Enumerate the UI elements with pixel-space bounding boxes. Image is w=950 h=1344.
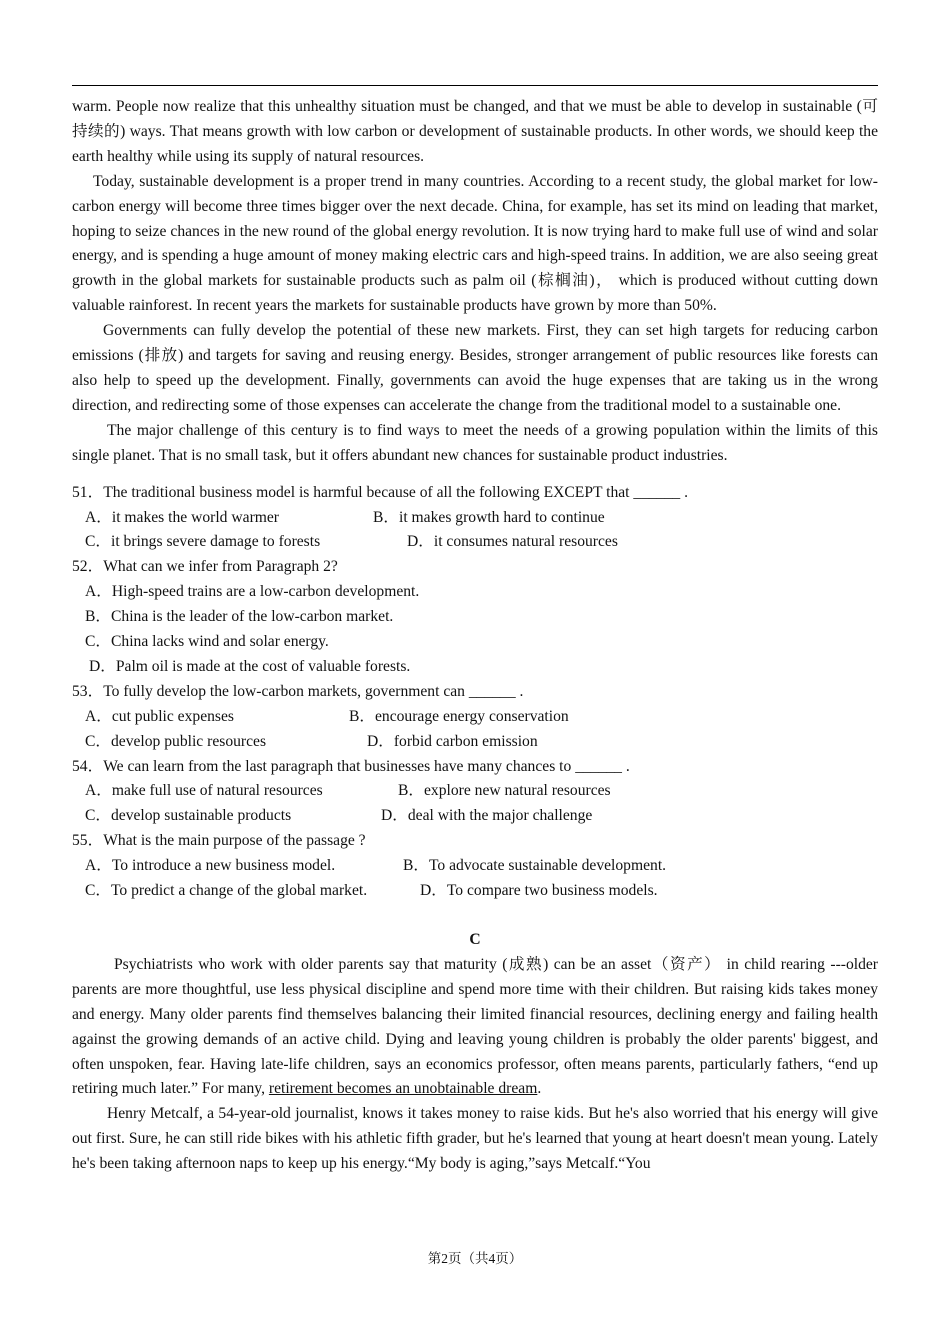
page-body	[72, 95, 878, 1177]
option-54-b: B．explore new natural resources	[398, 782, 611, 800]
question-54-options-row-1	[72, 779, 878, 804]
option-55-d: D．To compare two business models.	[420, 882, 658, 900]
question-51-stem: 51．The traditional business model is harmful because of all the following EXCEPT that ______ .	[72, 483, 688, 501]
passage-c-paragraph-1-text: Psychiatrists who work with older parents say that maturity (成熟) can be an asset（资产） in child rearing ---older parents are more thoughtful, use less physical discipline and spend more time with their children. But raising kids takes money and energy. Many older parents find themselves balancing their limited financial resources, declining energy and failing health against the growing demands of an active child. Dying and leaving young children is probably the older parents' biggest, and often unspoken, fear. Having late-life children, says an economics professor, often means parents, particularly fathers, “end up retiring much later.” For many,	[72, 955, 878, 1098]
option-51-a: A．it makes the world warmer	[85, 508, 280, 526]
underlined-phrase: retirement becomes an unobtainable dream	[268, 1080, 538, 1098]
option-51-d: D．it consumes natural resources	[407, 533, 618, 551]
passage-b-paragraph-3: Governments can fully develop the potential of these new markets. First, they can set high targets for reducing carbon emissions (排放) and targets for saving and reusing energy. Besides, stronger arrangement of public resources like forests can also help to speed up the development. Finally, governments can avoid the huge expenses that are taking us in the wrong direction, and redirecting some of those expenses can accelerate the change from the traditional model to a sustainable one.	[72, 322, 878, 414]
option-54-a: A．make full use of natural resources	[85, 782, 323, 800]
option-55-b: B．To advocate sustainable development.	[403, 857, 667, 875]
question-53-stem: 53．To fully develop the low-carbon markets, government can ______ .	[72, 682, 524, 700]
option-53-b: B．encourage energy conservation	[349, 707, 569, 725]
option-55-a: A．To introduce a new business model.	[85, 857, 336, 875]
question-51-options-row-2	[72, 530, 878, 555]
question-53-options-row-2	[72, 730, 878, 755]
question-list	[72, 481, 878, 904]
passage-c-paragraph-2: Henry Metcalf, a 54-year-old journalist, knows it takes money to raise kids. But he's also worried that his energy will give out first. Sure, he can still ride bikes with his athletic fifth grader, but he's learned that young at heart doesn't mean young. Lately he's been taking afternoon naps to keep up his energy.“My body is aging,”says Metcalf.“You	[72, 1105, 878, 1173]
option-54-c: C．develop sustainable products	[85, 807, 292, 825]
option-53-d: D．forbid carbon emission	[367, 732, 538, 750]
option-55-c: C．To predict a change of the global market.	[85, 882, 368, 900]
passage-b-paragraph-1: warm. People now realize that this unhealthy situation must be changed, and that we must be able to develop in sustainable (可持续的) ways. That means growth with low carbon or development of sustainable products. In other words, we should keep the earth healthy while using its supply of natural resources.	[72, 98, 878, 165]
option-52-c: C．China lacks wind and solar energy.	[85, 633, 329, 651]
passage-c-paragraph-1-end: .	[537, 1080, 542, 1098]
option-53-a: A．cut public expenses	[85, 707, 234, 725]
question-53-options-row-1	[72, 705, 878, 730]
option-53-c: C．develop public resources	[85, 732, 267, 750]
question-55-options-row-1	[72, 854, 878, 879]
option-54-d: D．deal with the major challenge	[381, 807, 593, 825]
header-rule	[72, 85, 878, 86]
passage-b-paragraph-2: Today, sustainable development is a proper trend in many countries. According to a recent study, the global market for low-carbon energy will become three times bigger over the next decade. China, for example, has set its mind on leading that market, hoping to seize chances in the new round of the global energy revolution. It is now trying hard to make full use of wind and solar energy, and is spending a huge amount of money making electric cars and high-speed trains. In addition, we are also seeing great growth in the global markets for sustainable products such as palm oil (棕榈油)， which is produced without cutting down valuable rainforest. In recent years the markets for sustainable products have grown by more than 50%.	[72, 172, 878, 315]
option-51-b: B．it makes growth hard to continue	[373, 508, 605, 526]
question-54-options-row-2	[72, 804, 878, 829]
option-52-a: A．High-speed trains are a low-carbon development.	[85, 583, 420, 601]
question-52-stem: 52．What can we infer from Paragraph 2?	[72, 558, 338, 576]
question-54-stem: 54．We can learn from the last paragraph that businesses have many chances to ______ .	[72, 757, 630, 775]
passage-b-paragraph-4: The major challenge of this century is to find ways to meet the needs of a growing population within the limits of this single planet. That is no small task, but it offers abundant new chances for sustainable product industries.	[72, 421, 878, 464]
question-51-options-row-1	[72, 506, 878, 531]
option-52-b: B．China is the leader of the low-carbon market.	[85, 608, 394, 626]
passage-c-paragraph-1	[72, 953, 878, 1102]
page-footer: 第2页（共4页）	[427, 1251, 523, 1266]
option-51-c: C．it brings severe damage to forests	[85, 533, 321, 551]
section-c-title: C	[469, 931, 481, 948]
question-55-stem: 55．What is the main purpose of the passage ?	[72, 832, 366, 850]
question-55-options-row-2	[72, 879, 878, 904]
option-52-d: D．Palm oil is made at the cost of valuable forests.	[89, 657, 411, 675]
